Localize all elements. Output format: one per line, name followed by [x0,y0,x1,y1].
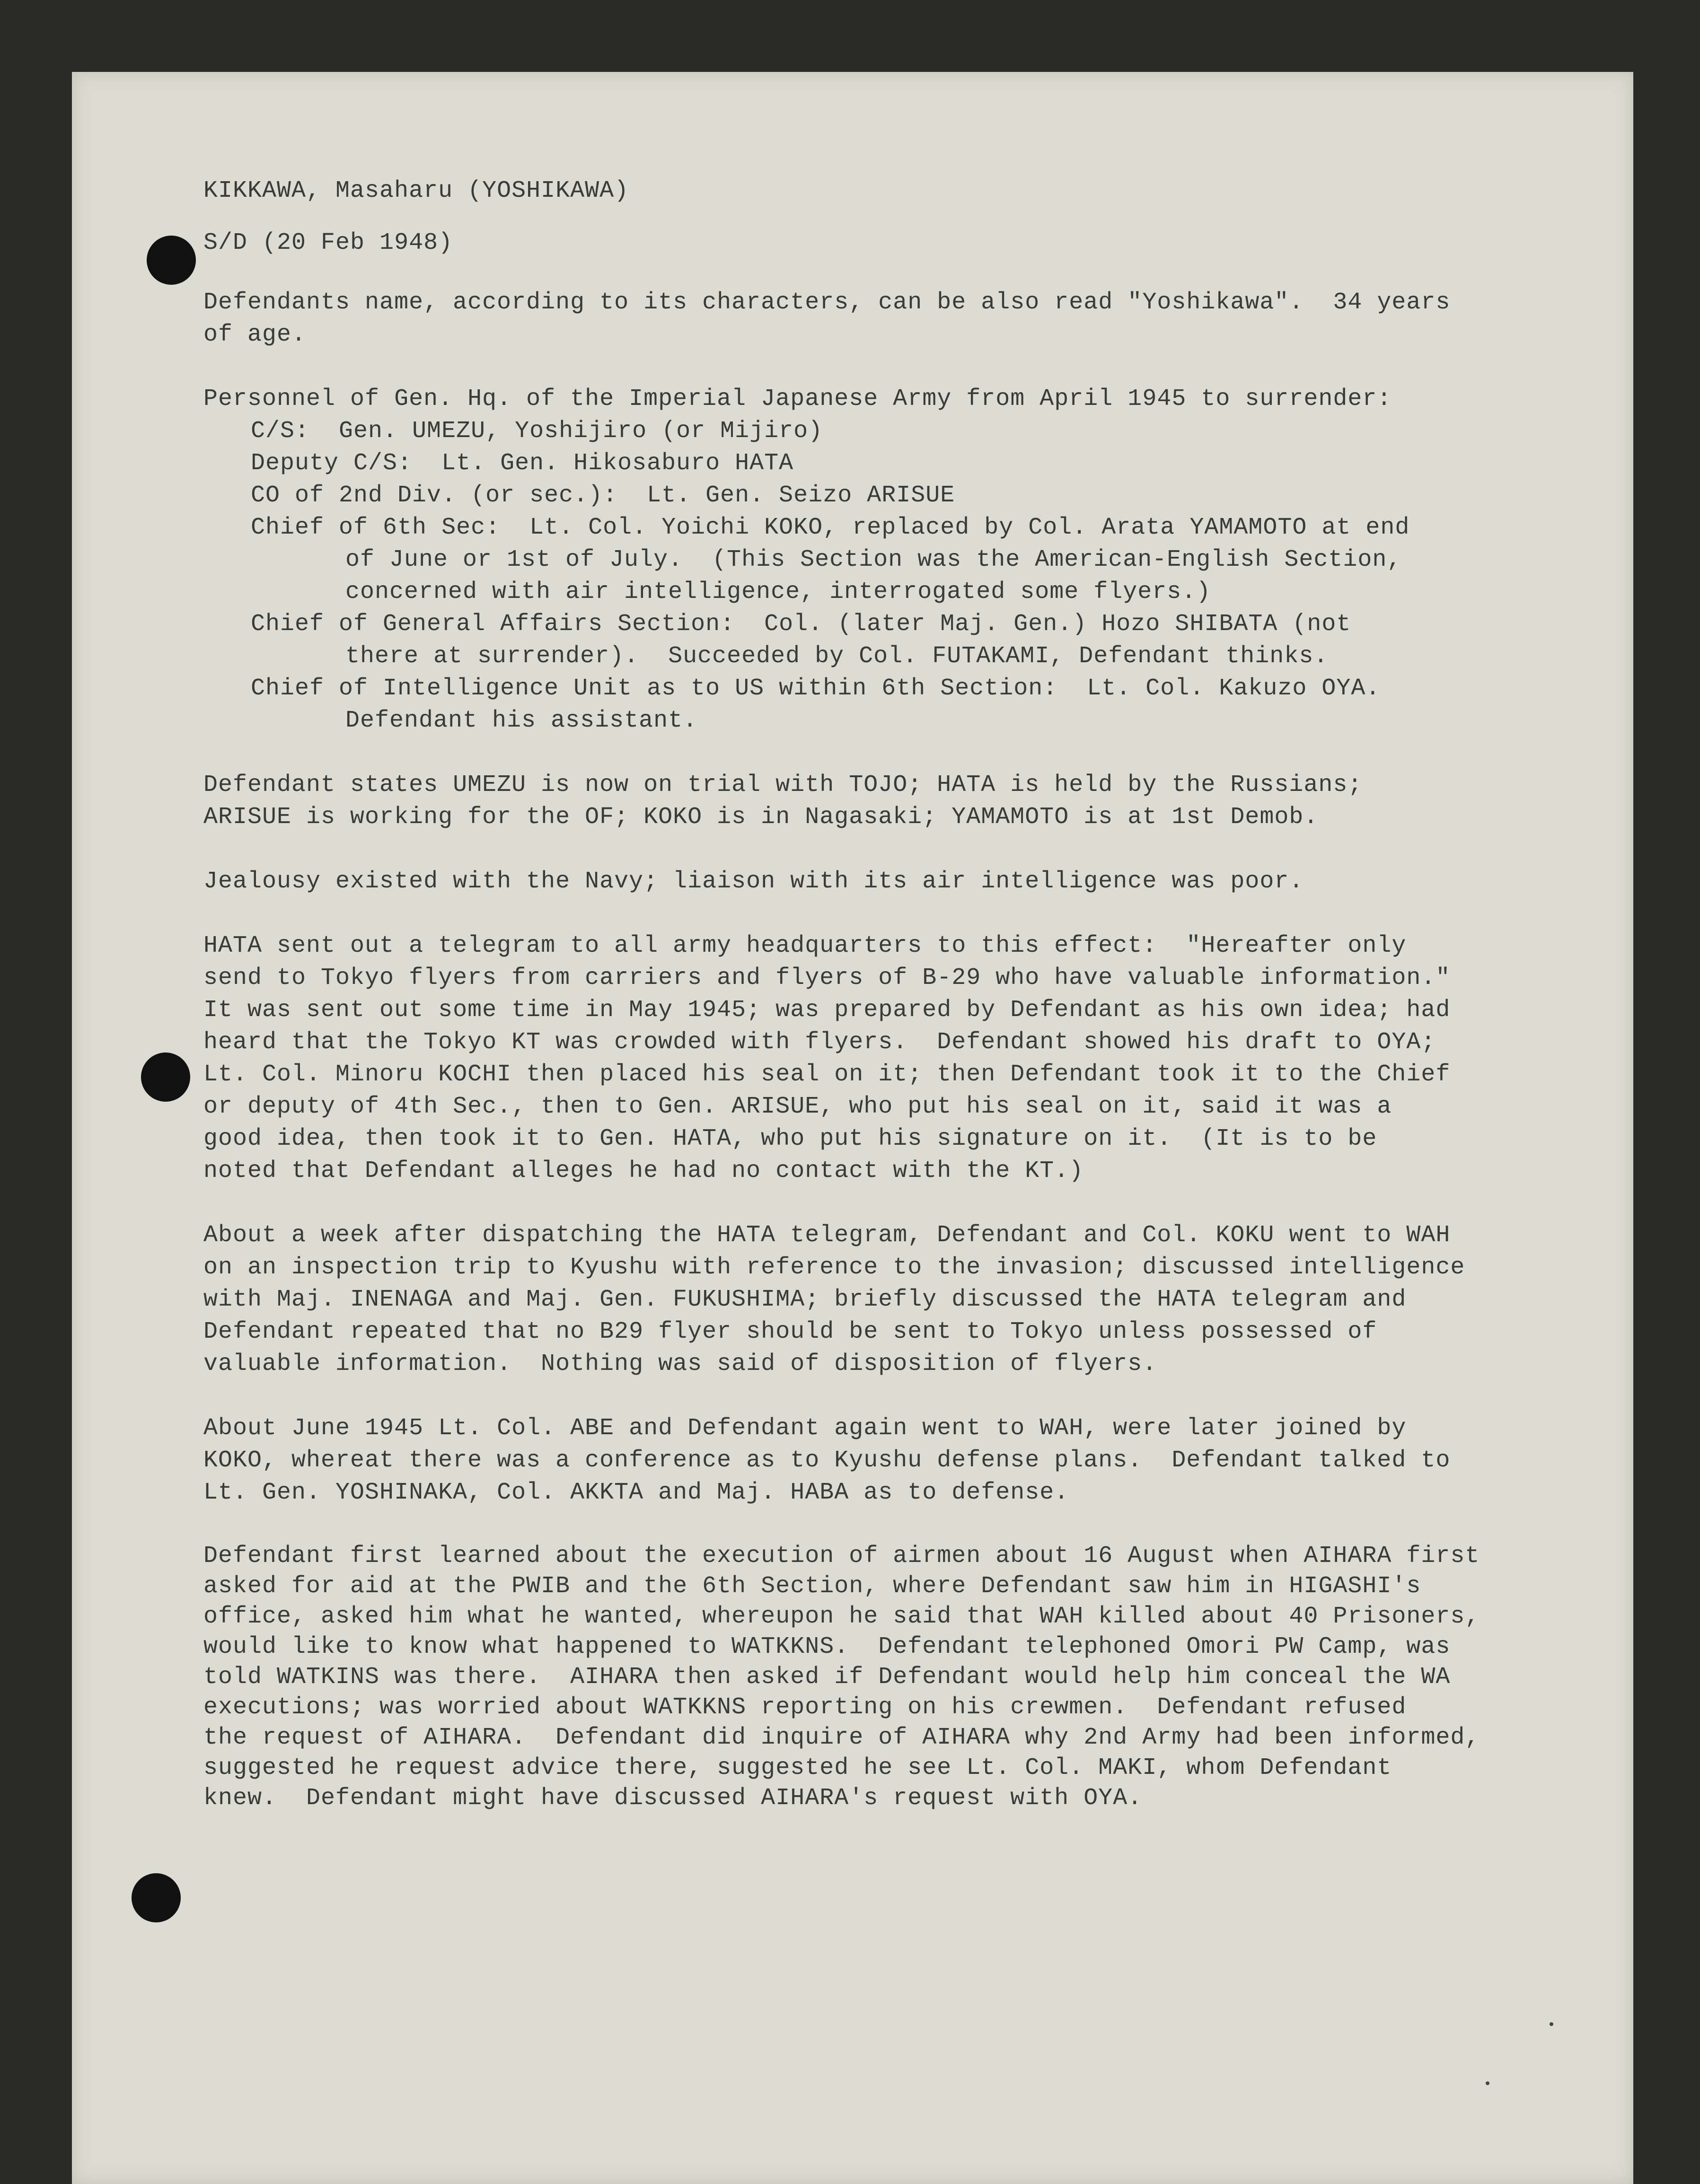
paragraph-7 [203,1412,1613,1509]
text-line: suggested he request advice there, suggested he see Lt. Col. MAKI, whom Defendant [203,1754,1392,1781]
text-line: Lt. Col. Minoru KOCHI then placed his seal on it; then Defendant took it to the Chief [203,1061,1451,1088]
text-line: heard that the Tokyo KT was crowded with flyers. Defendant showed his draft to OYA; [203,1029,1436,1056]
punch-hole-middle [141,1053,190,1102]
paragraph-8 [203,1541,1613,1814]
text-line: noted that Defendant alleges he had no contact with the KT.) [203,1158,1084,1184]
paragraph-1 [203,287,1613,351]
text-line: of June or 1st of July. (This Section was the American-English Section, [345,546,1402,573]
text-line: Defendant states UMEZU is now on trial with TOJO; HATA is held by the Russians; [203,772,1363,798]
text-line: It was sent out some time in May 1945; was prepared by Defendant as his own idea; had [203,997,1451,1024]
text-line: the request of AIHARA. Defendant did inquire of AIHARA why 2nd Army had been informed, [203,1724,1480,1751]
text-line: or deputy of 4th Sec., then to Gen. ARISUE, who put his seal on it, said it was a [203,1093,1392,1120]
date-line [203,227,1613,259]
text-line: Defendants name, according to its characters, can be also read "Yoshikawa". 34 years [203,289,1451,316]
paragraph-5 [203,930,1613,1187]
text-line: C/S: Gen. UMEZU, Yoshijiro (or Mijiro) [251,418,823,445]
text-line: CO of 2nd Div. (or sec.): Lt. Gen. Seizo ARISUE [251,482,955,509]
title-line: KIKKAWA, Masaharu (YOSHIKAWA) [203,177,629,204]
text-line: Personnel of Gen. Hq. of the Imperial Japanese Army from April 1945 to surrender: [203,386,1392,412]
paragraph-4 [203,866,1613,898]
text-line: on an inspection trip to Kyushu with reference to the invasion; discussed intelligence [203,1254,1465,1281]
text-line: Chief of General Affairs Section: Col. (later Maj. Gen.) Hozo SHIBATA (not [251,611,1351,638]
text-line: HATA sent out a telegram to all army headquarters to this effect: "Hereafter only [203,932,1407,959]
punch-hole-top [147,236,196,285]
paragraph-3 [203,769,1613,833]
text-line: Lt. Gen. YOSHINAKA, Col. AKKTA and Maj. HABA as to defense. [203,1479,1069,1506]
text-line: would like to know what happened to WATKKNS. Defendant telephoned Omori PW Camp, was [203,1633,1451,1660]
text-line: KOKO, whereat there was a conference as to Kyushu defense plans. Defendant talked to [203,1447,1451,1474]
paper-speck [1486,2081,1489,2085]
text-line: told WATKINS was there. AIHARA then asked if Defendant would help him conceal the WA [203,1664,1451,1691]
text-line: Defendant first learned about the execution of airmen about 16 August when AIHARA first [203,1543,1480,1570]
text-line: ARISUE is working for the OF; KOKO is in Nagasaki; YAMAMOTO is at 1st Demob. [203,804,1319,831]
text-line: Deputy C/S: Lt. Gen. Hikosaburo HATA [251,450,794,477]
text-line: About June 1945 Lt. Col. ABE and Defendant again went to WAH, were later joined by [203,1415,1407,1442]
paper-speck [1550,2022,1553,2026]
text-line: concerned with air intelligence, interrogated some flyers.) [345,579,1211,605]
text-line: Chief of Intelligence Unit as to US within 6th Section: Lt. Col. Kakuzo OYA. [251,675,1381,702]
text-line: with Maj. INENAGA and Maj. Gen. FUKUSHIMA; briefly discussed the HATA telegram and [203,1286,1407,1313]
paragraph-personnel [203,383,1613,737]
text-line: send to Tokyo flyers from carriers and flyers of B-29 who have valuable information." [203,965,1451,991]
paragraph-6 [203,1219,1613,1380]
text-line: Jealousy existed with the Navy; liaison with its air intelligence was poor. [203,868,1304,895]
text-line: executions; was worried about WATKKNS reporting on his crewmen. Defendant refused [203,1694,1407,1721]
text-line: Defendant his assistant. [345,707,698,734]
text-line: good idea, then took it to Gen. HATA, who put his signature on it. (It is to be [203,1125,1377,1152]
date-text: S/D (20 Feb 1948) [203,229,453,256]
text-line: office, asked him what he wanted, whereupon he said that WAH killed about 40 Prisoners, [203,1603,1480,1630]
text-line: Chief of 6th Sec: Lt. Col. Yoichi KOKO, replaced by Col. Arata YAMAMOTO at end [251,514,1410,541]
text-line: knew. Defendant might have discussed AIHARA's request with OYA. [203,1785,1143,1812]
text-line: of age. [203,321,307,348]
punch-hole-bottom [132,1873,181,1922]
text-line: Defendant repeated that no B29 flyer should be sent to Tokyo unless possessed of [203,1318,1377,1345]
text-line: About a week after dispatching the HATA telegram, Defendant and Col. KOKU went to WAH [203,1222,1451,1249]
text-line: valuable information. Nothing was said of disposition of flyers. [203,1351,1157,1377]
text-line: asked for aid at the PWIB and the 6th Section, where Defendant saw him in HIGASHI's [203,1573,1421,1600]
document-title [203,175,1613,207]
text-line: there at surrender). Succeeded by Col. FUTAKAMI, Defendant thinks. [345,643,1329,670]
document-body [203,175,1613,1846]
